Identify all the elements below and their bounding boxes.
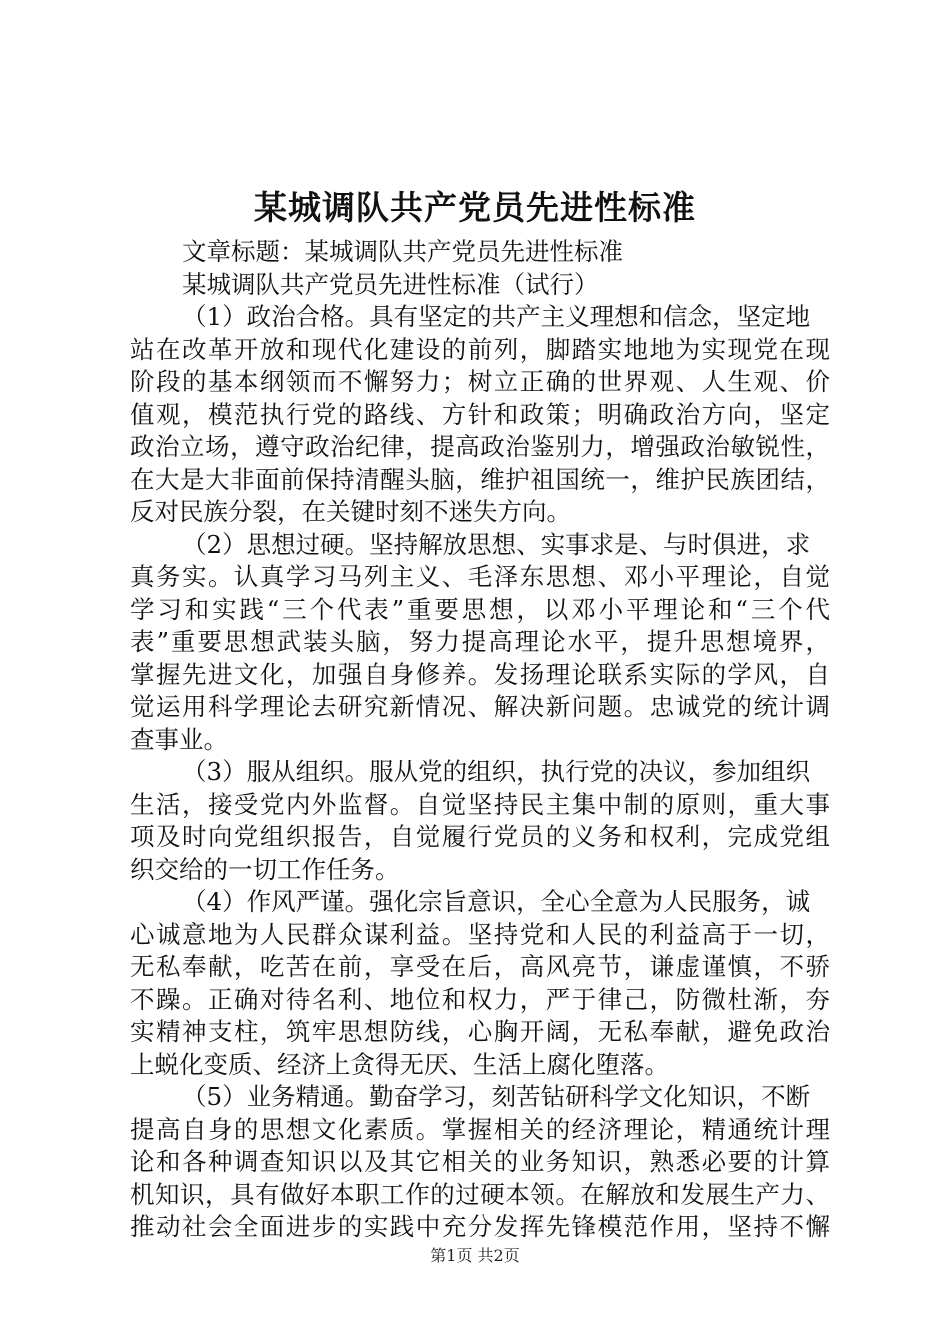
text-line: 项及时向党组织报告，自觉履行党员的义务和权利，完成党组	[130, 822, 830, 851]
text-line: 文章标题：某城调队共产党员先进性标准	[182, 237, 623, 266]
text-line: 推动社会全面进步的实践中充分发挥先锋模范作用，坚持不懈	[130, 1212, 830, 1241]
text-line: 阶段的基本纲领而不懈努力；树立正确的世界观、人生观、价	[130, 367, 830, 396]
text-line: 织交给的一切工作任务。	[130, 854, 400, 884]
text-line: 实精神支柱，筑牢思想防线，心胸开阔，无私奉献，避免政治	[130, 1017, 830, 1046]
text-line: 心诚意地为人民群众谋利益。坚持党和人民的利益高于一切，	[130, 919, 830, 949]
text-line: 表”重要思想武装头脑，努力提高理论水平，提升思想境界，	[130, 627, 830, 656]
text-line: 某城调队共产党员先进性标准（试行）	[182, 269, 599, 299]
document-title: 某城调队共产党员先进性标准	[254, 188, 696, 227]
text-line: 觉运用科学理论去研究新情况、解决新问题。忠诚党的统计调	[130, 692, 830, 721]
text-line: 在大是大非面前保持清醒头脑，维护祖国统一，维护民族团结，	[130, 464, 830, 494]
text-line: （1）政治合格。具有坚定的共产主义理想和信念，坚定地	[182, 302, 811, 331]
text-line: （4）作风严谨。强化宗旨意识，全心全意为人民服务，诚	[182, 887, 811, 916]
text-line: 掌握先进文化，加强自身修养。发扬理论联系实际的学风，自	[130, 659, 830, 689]
text-line: （3）服从组织。服从党的组织，执行党的决议，参加组织	[182, 757, 811, 786]
text-line: 值观，模范执行党的路线、方针和政策；明确政治方向，坚定	[130, 399, 830, 429]
text-line: （2）思想过硬。坚持解放思想、实事求是、与时俱进，求	[182, 529, 811, 559]
text-line: 学习和实践“三个代表”重要思想，以邓小平理论和“三个代	[130, 594, 830, 624]
text-line: 不躁。正确对待名利、地位和权力，严于律己，防微杜渐，夯	[130, 984, 830, 1014]
text-line: 无私奉献，吃苦在前，享受在后，高风亮节，谦虚谨慎，不骄	[130, 952, 830, 981]
text-line: 政治立场，遵守政治纪律，提高政治鉴别力，增强政治敏锐性，	[130, 432, 830, 461]
text-line: （5）业务精通。勤奋学习，刻苦钻研科学文化知识，不断	[182, 1082, 811, 1111]
text-line: 机知识，具有做好本职工作的过硬本领。在解放和发展生产力、	[130, 1179, 830, 1209]
text-line: 上蜕化变质、经济上贪得无厌、生活上腐化堕落。	[130, 1049, 669, 1079]
text-line: 查事业。	[130, 724, 228, 754]
text-line: 真务实。认真学习马列主义、毛泽东思想、邓小平理论，自觉	[130, 562, 830, 591]
document-body	[130, 236, 830, 1244]
text-line: 提高自身的思想文化素质。掌握相关的经济理论，精通统计理	[130, 1114, 830, 1144]
page-footer: 第1页 共2页	[430, 1246, 520, 1265]
text-line: 论和各种调查知识以及其它相关的业务知识，熟悉必要的计算	[130, 1147, 830, 1176]
text-line: 站在改革开放和现代化建设的前列，脚踏实地地为实现党在现	[130, 334, 830, 364]
text-line: 生活，接受党内外监督。自觉坚持民主集中制的原则，重大事	[130, 789, 830, 819]
text-line: 反对民族分裂，在关键时刻不迷失方向。	[130, 497, 571, 526]
